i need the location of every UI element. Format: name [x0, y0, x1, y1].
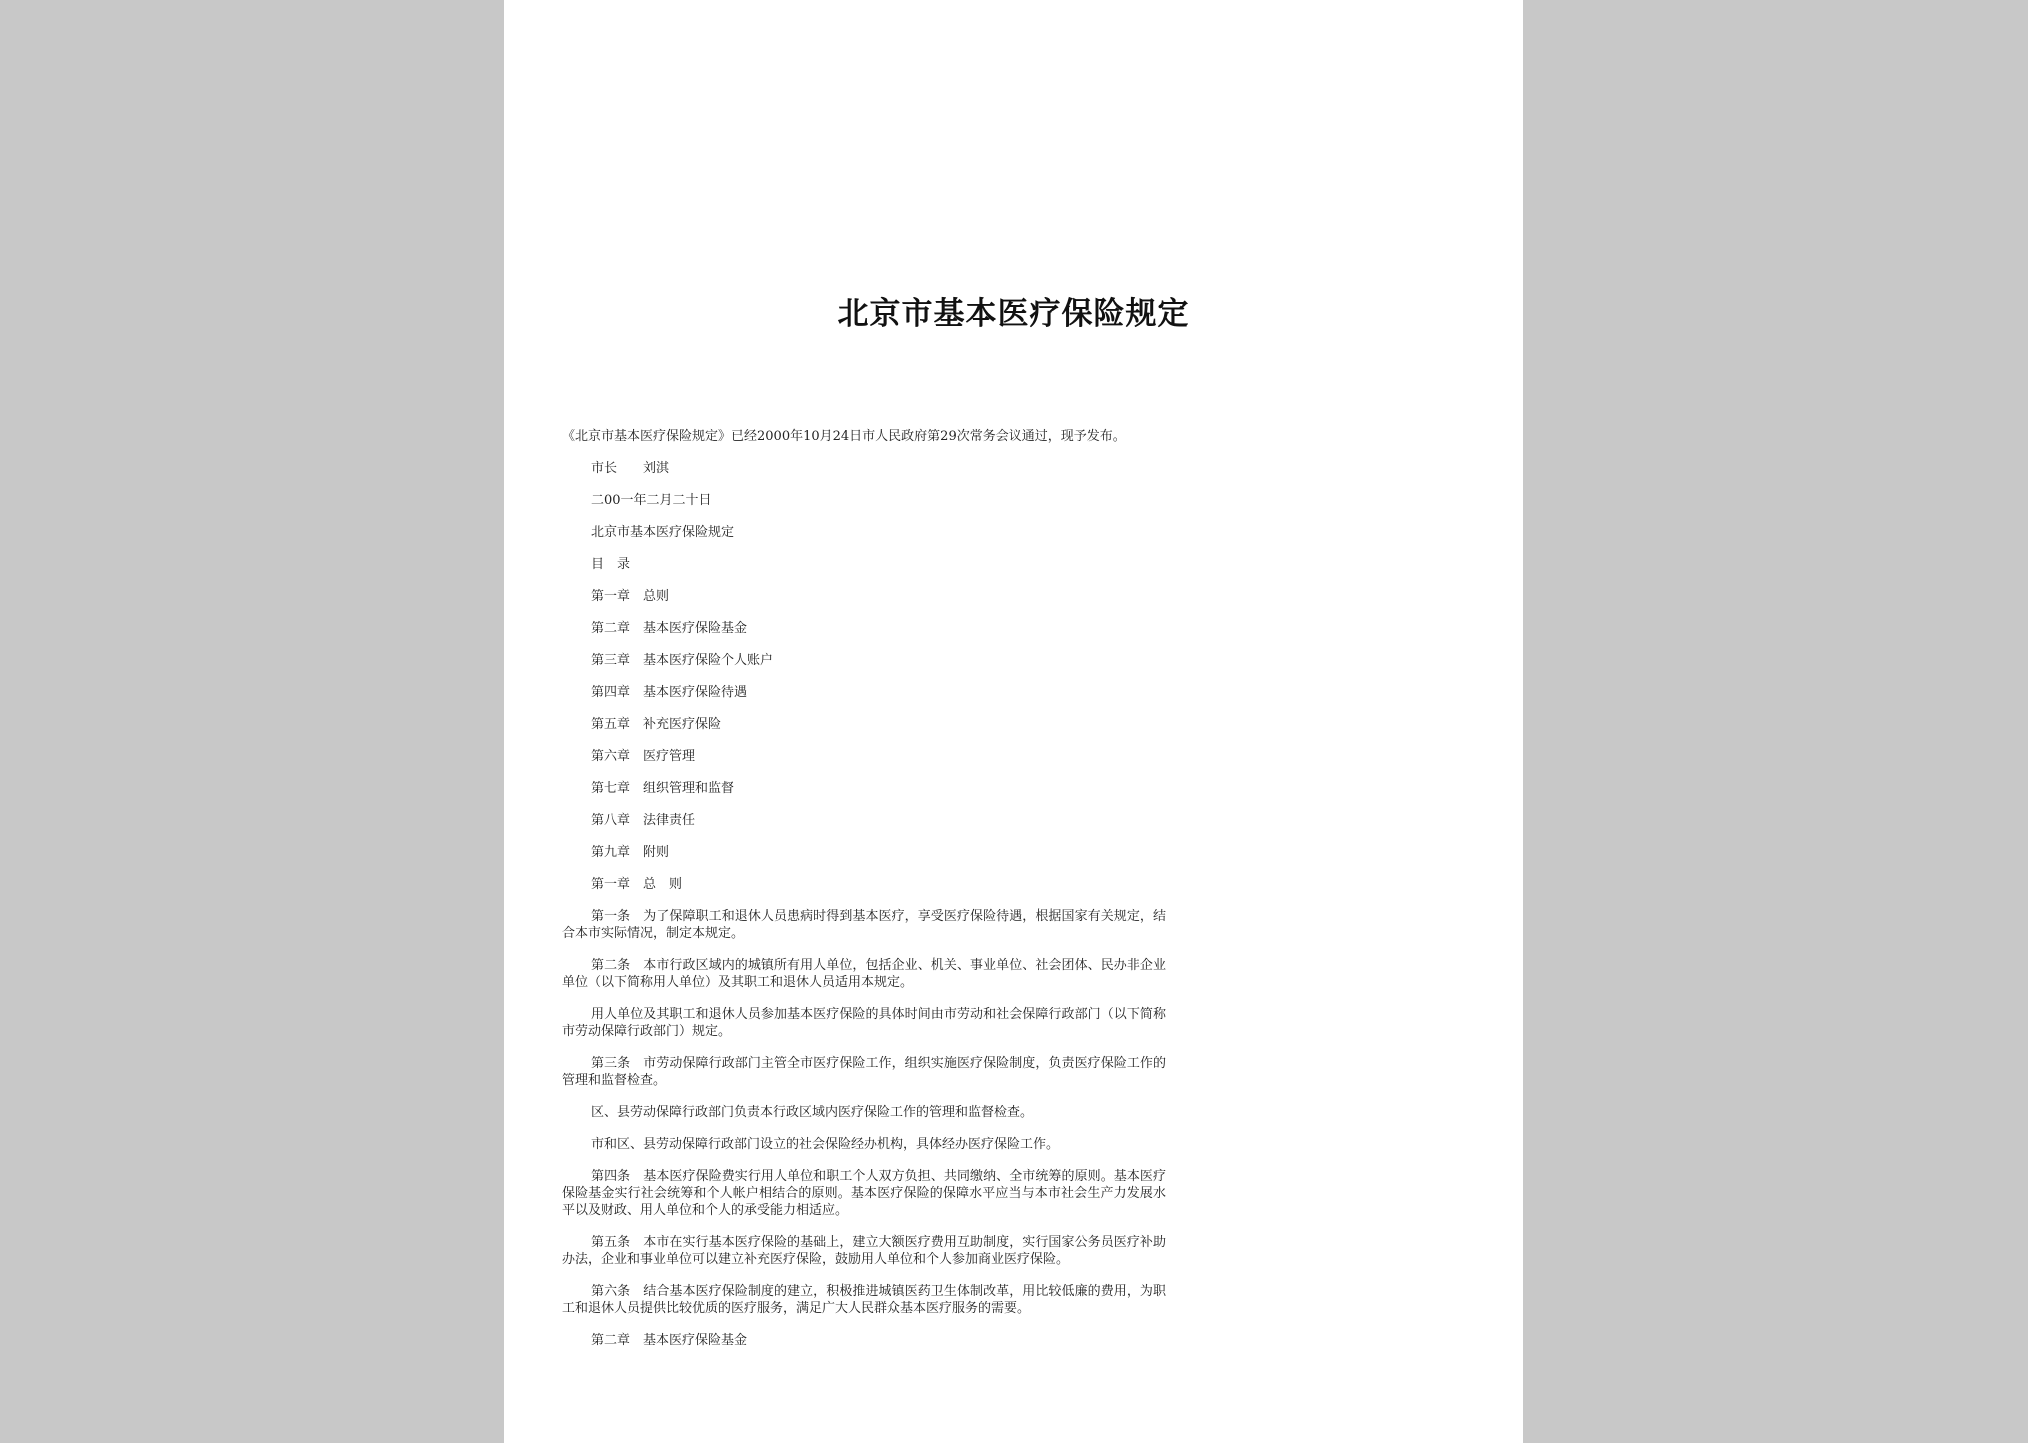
document-line: 第一章 总则: [591, 589, 670, 604]
document-line: 第四章 基本医疗保险待遇: [591, 685, 748, 700]
document-paragraph: 第六条 结合基本医疗保险制度的建立，积极推进城镇医药卫生体制改革，用比较低廉的费用，为职工和退休人员提供比较优质的医疗服务，满足广大人民群众基本医疗服务的需要。: [562, 1284, 1166, 1316]
document-page: [504, 0, 1523, 1443]
document-paragraph: 市和区、县劳动保障行政部门设立的社会保险经办机构，具体经办医疗保险工作。: [591, 1137, 1060, 1152]
document-line: 第一章 总 则: [591, 877, 683, 892]
document-line: 第七章 组织管理和监督: [591, 781, 735, 796]
document-paragraph: 第一条 为了保障职工和退休人员患病时得到基本医疗，享受医疗保险待遇，根据国家有关规定，结合本市实际情况，制定本规定。: [562, 909, 1166, 941]
document-line: 目 录: [591, 557, 631, 572]
document-line: 第五章 补充医疗保险: [591, 717, 722, 732]
document-paragraph: 第二条 本市行政区域内的城镇所有用人单位，包括企业、机关、事业单位、社会团体、民办非企业单位（以下简称用人单位）及其职工和退休人员适用本规定。: [562, 958, 1166, 990]
document-paragraph: 第三条 市劳动保障行政部门主管全市医疗保险工作，组织实施医疗保险制度，负责医疗保险工作的管理和监督检查。: [562, 1056, 1166, 1088]
document-line: 第三章 基本医疗保险个人账户: [591, 653, 774, 668]
document-line: 第二章 基本医疗保险基金: [591, 621, 748, 636]
document-paragraph: 第四条 基本医疗保险费实行用人单位和职工个人双方负担、共同缴纳、全市统筹的原则。基本医疗保险基金实行社会统筹和个人帐户相结合的原则。基本医疗保险的保障水平应当与本市社会生产力发展水平以及财政、用人单位和个人的承受能力相适应。: [562, 1169, 1166, 1218]
document-paragraph: 第五条 本市在实行基本医疗保险的基础上，建立大额医疗费用互助制度，实行国家公务员医疗补助办法，企业和事业单位可以建立补充医疗保险，鼓励用人单位和个人参加商业医疗保险。: [562, 1235, 1166, 1267]
document-body: [562, 428, 1166, 1364]
promulgation-notice: 《北京市基本医疗保险规定》已经2000年10月24日市人民政府第29次常务会议通过，现予发布。: [562, 429, 1126, 444]
document-line: 市长 刘淇: [591, 461, 670, 476]
document-paragraph: 用人单位及其职工和退休人员参加基本医疗保险的具体时间由市劳动和社会保障行政部门（以下简称市劳动保障行政部门）规定。: [562, 1007, 1166, 1039]
document-line: 第八章 法律责任: [591, 813, 696, 828]
document-line: 第二章 基本医疗保险基金: [591, 1333, 748, 1348]
document-line: 二00一年二月二十日: [591, 493, 712, 508]
document-line: 北京市基本医疗保险规定: [591, 525, 735, 540]
document-title: 北京市基本医疗保险规定: [837, 296, 1190, 332]
document-line: 第六章 医疗管理: [591, 749, 696, 764]
document-line: 第九章 附则: [591, 845, 670, 860]
document-paragraph: 区、县劳动保障行政部门负责本行政区域内医疗保险工作的管理和监督检查。: [591, 1105, 1034, 1120]
